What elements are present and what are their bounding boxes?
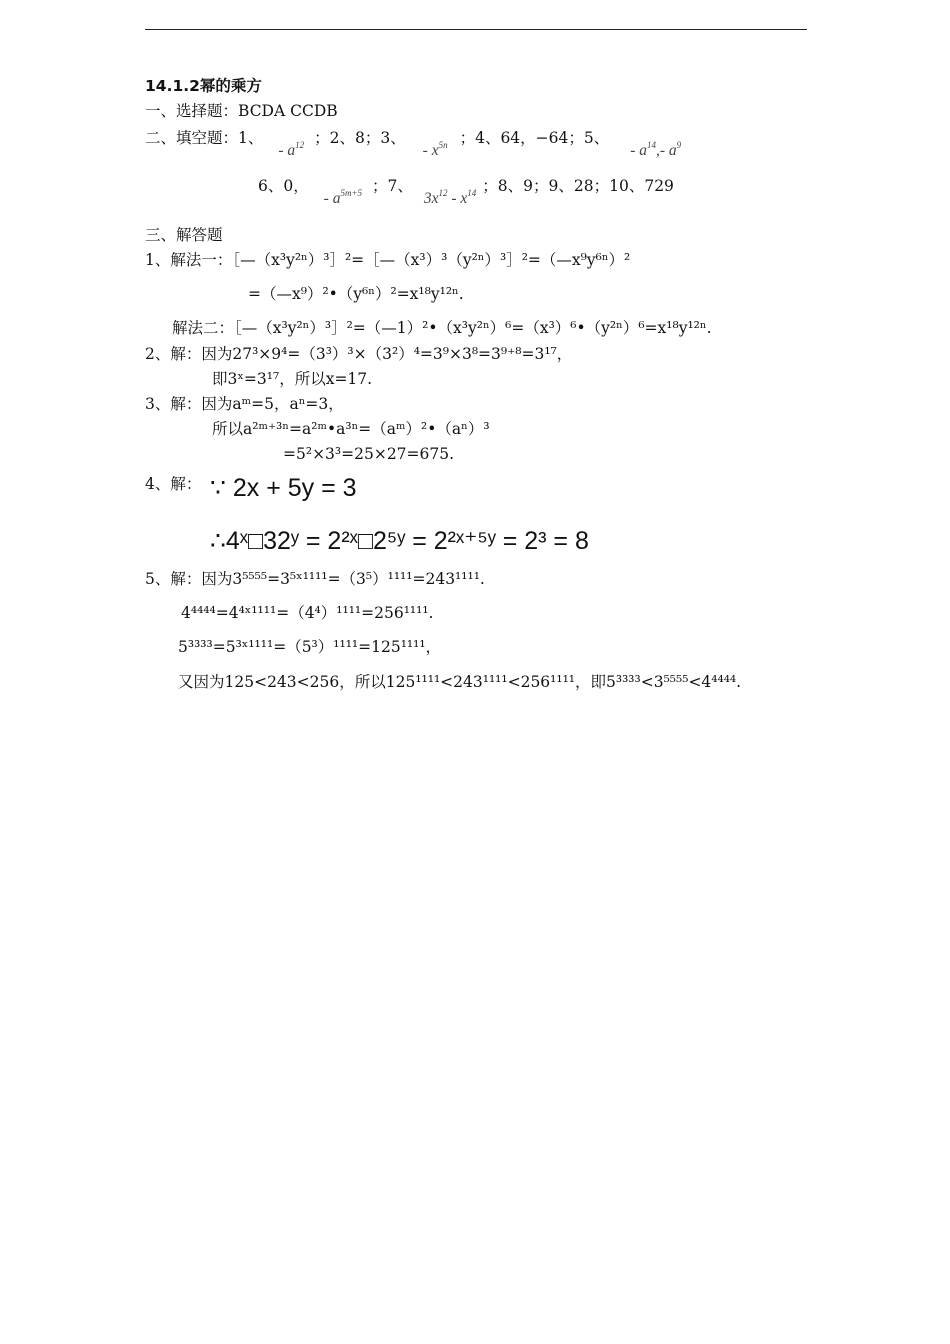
q5-line4: 又因为125<243<256，所以125¹¹¹¹<243¹¹¹¹<256¹¹¹¹，即5³³³³<3⁵⁵⁵⁵<4⁴⁴⁴⁴. [178,673,742,691]
section-choice-label: 一、选择题： [145,102,239,120]
section-fill-line1 [145,128,682,159]
fill-text: 1、 [238,129,264,147]
fill-text: ；7、 [372,177,413,195]
q2-line2: 即3ˣ=3¹⁷，所以x=17. [212,370,373,388]
q1-line2: =（—x⁹）²•（y⁶ⁿ）²=x¹⁸y¹²ⁿ. [248,285,464,303]
page-title: 14.1.2幂的乘方 [145,77,262,95]
fill-text: ；2、8；3、 [314,129,406,147]
choice-answers: BCDA CCDB [238,102,338,120]
section-answer-label: 三、解答题 [145,226,223,244]
math-answer: $3x^{12} - x^{14}$ [423,188,477,207]
header-rule [145,29,807,30]
q4-equation-2: ∴4ˣ□32ʸ = 2²ˣ□2⁵ʸ = 2²ˣ⁺⁵ʸ = 2³ = 8 [210,527,589,555]
q3-line2: 所以a²ᵐ⁺³ⁿ=a²ᵐ•a³ⁿ=（aᵐ）²•（aⁿ）³ [212,420,490,438]
section-fill-label: 二、填空题： [145,129,239,147]
q4-label: 4、解： [145,475,202,493]
math-answer: - $a^{12}$ [278,140,305,159]
q1-line1: 1、解法一：［—（x³y²ⁿ）³］²=［—（x³）³（y²ⁿ）³］²=（—x⁹y⁶ⁿ）² [145,251,631,269]
q5-line2: 4⁴⁴⁴⁴=4⁴ˣ¹¹¹¹=（4⁴）¹¹¹¹=256¹¹¹¹. [181,604,434,622]
math-answer: - $a^{5m+5}$ [323,188,363,207]
q4-equation-1: ∵ 2x + 5y = 3 [210,474,357,502]
fill-text: 6、0， [258,177,309,195]
q3-line1: 3、解：因为aᵐ=5，aⁿ=3， [145,395,344,413]
q1-line3: 解法二：［—（x³y²ⁿ）³］²=（—1）²•（x³y²ⁿ）⁶=（x³）⁶•（y²ⁿ）⁶=x¹⁸y¹²ⁿ. [172,319,712,337]
fill-text: ；4、64，−64；5、 [459,129,610,147]
fill-text: ；8、9；9、28；10、729 [482,177,674,195]
q5-line3: 5³³³³=5³ˣ¹¹¹¹=（5³）¹¹¹¹=125¹¹¹¹， [178,638,442,656]
q2-line1: 2、解：因为27³×9⁴=（3³）³×（3²）⁴=3⁹×3⁸=3⁹⁺⁸=3¹⁷， [145,345,573,363]
math-answer: - $a^{14},-$ $a^9$ [630,140,682,159]
section-fill-line2 [258,176,674,207]
q5-line1: 5、解：因为3⁵⁵⁵⁵=3⁵ˣ¹¹¹¹=（3⁵）¹¹¹¹=243¹¹¹¹. [145,570,485,588]
q3-line3: =5²×3³=25×27=675. [283,445,455,463]
math-answer: - $x^{5n}$ [422,140,448,159]
section-choice [145,101,338,121]
